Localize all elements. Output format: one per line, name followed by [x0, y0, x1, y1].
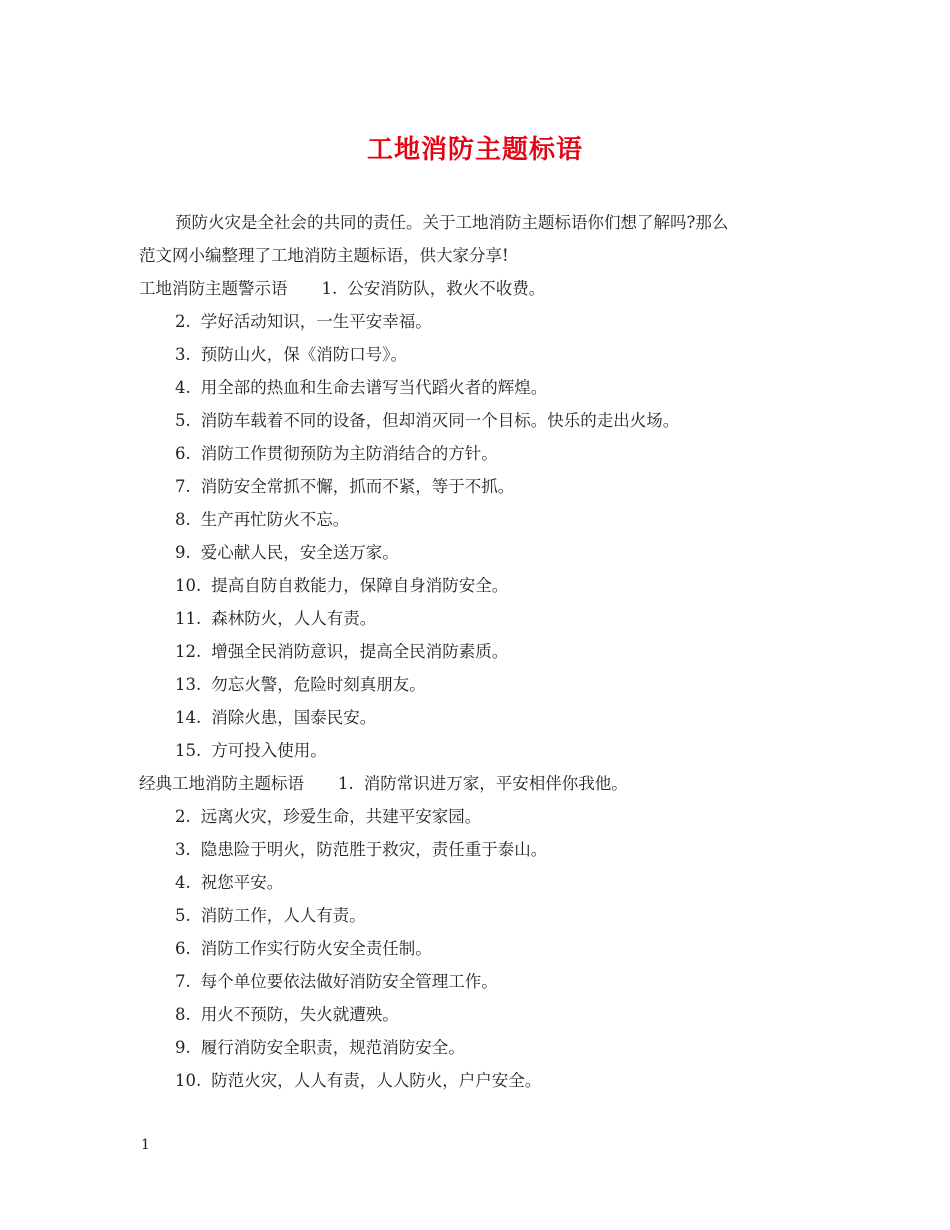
list-item [139, 305, 829, 338]
list-item [139, 965, 829, 998]
document-body [139, 206, 829, 1097]
list-item [139, 569, 829, 602]
list-item-number: 9. [175, 543, 191, 562]
list-item-number: 6. [175, 444, 191, 463]
list-item [139, 338, 829, 371]
list-item-number: 4. [175, 378, 191, 397]
list-item-number: 10. [175, 1071, 202, 1090]
list-item-text: 消防安全常抓不懈，抓而不紧，等于不抓。 [200, 477, 515, 496]
list-item-number: 1. [321, 279, 338, 298]
list-item-number: 5. [175, 411, 191, 430]
list-item [139, 668, 829, 701]
list-item [139, 998, 829, 1031]
list-item-text: 勿忘火警，危险时刻真朋友。 [211, 675, 426, 694]
list-item [139, 1031, 829, 1064]
list-item [139, 701, 829, 734]
list-item [322, 279, 546, 298]
list-item-number: 3. [175, 345, 191, 364]
list-item-number: 5. [175, 906, 191, 925]
list-item [139, 371, 829, 404]
list-item [139, 866, 829, 899]
list-item [338, 774, 628, 793]
list-item [139, 503, 829, 536]
list-item-number: 11. [175, 609, 202, 628]
list-item-text: 消防常识进万家，平安相伴你我他。 [363, 774, 628, 793]
list-item [139, 437, 829, 470]
list-item-number: 10. [175, 576, 202, 595]
list-item-number: 8. [175, 510, 191, 529]
list-item [139, 833, 829, 866]
list-item-number: 13. [175, 675, 202, 694]
list-item-text: 祝您平安。 [200, 873, 284, 892]
list-item-number: 2. [175, 807, 191, 826]
list-item [139, 404, 829, 437]
list-item-text: 预防山火，保《消防口号》。 [200, 345, 407, 364]
list-item-text: 每个单位要依法做好消防安全管理工作。 [200, 972, 498, 991]
list-item-text: 用全部的热血和生命去谱写当代蹈火者的辉煌。 [200, 378, 548, 397]
list-item-text: 爱心献人民，安全送万家。 [200, 543, 399, 562]
list-item-number: 4. [175, 873, 191, 892]
list-item-text: 隐患险于明火，防范胜于救灾，责任重于泰山。 [200, 840, 548, 859]
list-item [139, 932, 829, 965]
list-item [139, 1064, 829, 1097]
list-item-number: 7. [175, 477, 191, 496]
list-item-text: 学好活动知识，一生平安幸福。 [200, 312, 432, 331]
list-item-text: 森林防火，人人有责。 [211, 609, 377, 628]
list-item [139, 602, 829, 635]
list-item-number: 1. [338, 774, 354, 793]
list-item-text: 防范火灾，人人有责，人人防火，户户安全。 [211, 1071, 542, 1090]
list-item [139, 536, 829, 569]
list-item-text: 提高自防自救能力，保障自身消防安全。 [211, 576, 509, 595]
list-item-text: 履行消防安全职责，规范消防安全。 [200, 1038, 465, 1057]
list-item-text: 公安消防队，救火不收费。 [347, 279, 546, 298]
list-item-text: 消防工作贯彻预防为主防消结合的方针。 [200, 444, 498, 463]
list-item-text: 方可投入使用。 [211, 741, 327, 760]
section-heading: 经典工地消防主题标语 [139, 774, 304, 793]
section-heading: 工地消防主题警示语 [139, 279, 288, 298]
section-heading-line [139, 767, 829, 800]
page-title: 工地消防主题标语 [366, 135, 583, 165]
list-item [139, 470, 829, 503]
list-item [139, 800, 829, 833]
list-item-text: 用火不预防，失火就遭殃。 [200, 1005, 399, 1024]
list-item-text: 增强全民消防意识，提高全民消防素质。 [211, 642, 509, 661]
page-number: 1 [141, 1137, 150, 1153]
list-item-text: 消防车载着不同的设备，但却消灭同一个目标。快乐的走出火场。 [200, 411, 680, 430]
list-item [139, 734, 829, 767]
list-item-number: 15. [175, 741, 202, 760]
list-item-number: 9. [175, 1038, 191, 1057]
list-item-number: 2. [175, 312, 191, 331]
list-item-number: 8. [175, 1005, 191, 1024]
section-heading-line [139, 272, 829, 305]
list-item-text: 远离火灾，珍爱生命，共建平安家园。 [200, 807, 482, 826]
list-item-text: 消除火患，国泰民安。 [211, 708, 377, 727]
list-item-number: 12. [175, 642, 202, 661]
list-item [139, 635, 829, 668]
list-item-number: 6. [175, 939, 191, 958]
list-item-text: 消防工作实行防火安全责任制。 [200, 939, 432, 958]
list-item-number: 7. [175, 972, 191, 991]
list-item-text: 生产再忙防火不忘。 [200, 510, 350, 529]
list-item-number: 14. [175, 708, 202, 727]
list-item-number: 3. [175, 840, 191, 859]
list-item [139, 899, 829, 932]
list-item-text: 消防工作，人人有责。 [200, 906, 366, 925]
intro-paragraph-line-1: 预防火灾是全社会的共同的责任。关于工地消防主题标语你们想了解吗?那么 [175, 213, 729, 232]
intro-paragraph-line-2: 范文网小编整理了工地消防主题标语，供大家分享! [139, 246, 509, 265]
